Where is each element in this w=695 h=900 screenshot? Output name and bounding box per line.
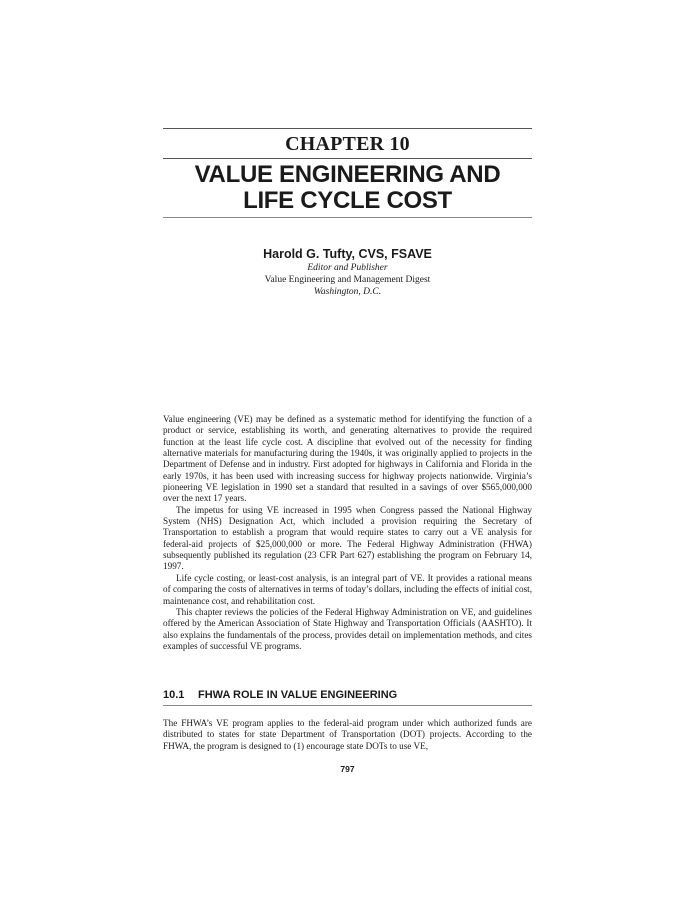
author-organization: Value Engineering and Management Digest: [264, 275, 431, 285]
chapter-title-line1: VALUE ENGINEERING AND: [194, 161, 501, 188]
section-title: FHWA ROLE IN VALUE ENGINEERING: [198, 689, 398, 701]
section-text: [163, 718, 532, 752]
section-paragraph: The FHWA’s VE program applies to the federal-aid program under which authorized funds are distributed to states for state Department of Transportation (DOT) projects. According to the FHWA, the program is designed to (1) encourage state DOTs to use VE,: [163, 718, 532, 751]
intro-paragraph: Life cycle costing, or least-cost analysis, is an integral part of VE. It provides a rational means of comparing the costs of alternatives in terms of today’s dollars, including the effects of initial cost, maintenance cost, and rehabilitation cost.: [163, 572, 532, 606]
author-location: Washington, D.C.: [313, 287, 382, 297]
chapter-header: [163, 128, 532, 298]
intro-paragraph: This chapter reviews the policies of the Federal Highway Administration on VE, and guidelines offered by the American Association of State Highway and Transportation Officials (AASHTO). It also explains the fundamentals of the process, provides detail on implementation methods, and cites examples of successful VE programs.: [163, 606, 532, 651]
top-rule: [163, 128, 532, 129]
page-number: 797: [340, 764, 355, 774]
chapter-label: CHAPTER 10: [285, 133, 410, 155]
author-block: [163, 247, 532, 298]
section-rule: [163, 705, 532, 706]
intro-text: [163, 414, 532, 652]
intro-paragraph: Value engineering (VE) may be defined as a systematic method for identifying the function of a product or service, establishing its worth, and generating alternatives to provide the required function at the least life cycle cost. A discipline that evolved out of the necessity for finding alternative materials for manufacturing during the 1940s, it was originally applied to projects in the Department of Defense and in industry. First adopted for highways in California and Florida in the early 1970s, it has been used with increasing success for highway projects nationwide. Virginia’s pioneering VE legislation in 1990 set a standard that resulted in a savings of over $565,000,000 over the next 17 years.: [163, 414, 532, 504]
chapter-rule: [163, 158, 532, 159]
chapter-title: [163, 162, 532, 214]
author-name: Harold G. Tufty, CVS, FSAVE: [263, 247, 432, 261]
author-role: Editor and Publisher: [307, 263, 388, 273]
section-heading: [163, 688, 532, 706]
chapter-title-line2: LIFE CYCLE COST: [243, 187, 452, 214]
title-rule: [163, 217, 532, 218]
intro-paragraph: The impetus for using VE increased in 1995 when Congress passed the National Highway System (NHS) Designation Act, which included a provision requiring the Secretary of Transportation to establish a program that would require states to carry out a VE analysis for federal-aid projects of $25,000,000 or more. The Federal Highway Administration (FHWA) subsequently published its regulation (23 CFR Part 627) establishing the program on February 14, 1997.: [163, 504, 532, 572]
section-number: 10.1: [163, 689, 185, 701]
